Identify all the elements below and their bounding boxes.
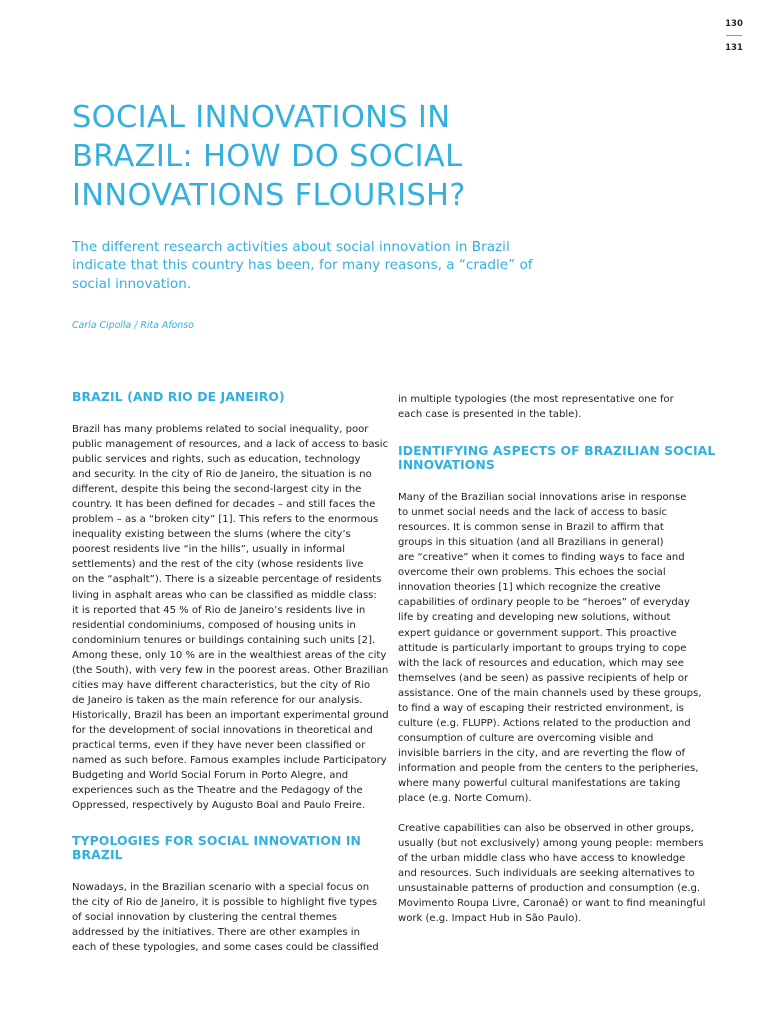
text-line: social innovation. [72, 275, 192, 292]
text-line: themselves (and be seen) as passive recipients of help or [398, 672, 689, 684]
text-line: Nowadays, in the Brazilian scenario with a special focus on [72, 882, 370, 894]
text-line: each of these typologies, and some cases could be classified [72, 942, 379, 954]
text-line: Budgeting and World Social Forum in Porto Alegre, and [72, 770, 349, 782]
page-number-right: 131 [725, 43, 743, 53]
lead-paragraph [72, 238, 592, 293]
text-line: residential condominiums, composed of housing units in [72, 619, 356, 631]
text-line: experiences such as the Theatre and the Pedagogy of the [72, 785, 363, 797]
text-line: indicate that this country has been, for many reasons, a “cradle” of [72, 257, 533, 274]
text-line: invisible barriers in the city, and are reverting the flow of [398, 747, 686, 759]
text-line: Movimento Roupa Livre, Caronaê) or want to find meaningful [398, 898, 706, 910]
text-line: with the lack of resources and education, which may see [398, 657, 684, 669]
text-line: cities may have different characteristics, but the city of Rio [72, 679, 371, 691]
text-line: resources. It is common sense in Brazil to affirm that [398, 522, 664, 534]
text-line: groups in this situation (and all Brazilians in general) [398, 537, 664, 549]
text-line: in multiple typologies (the most representative one for [398, 394, 674, 405]
text-line: attitude is particularly important to groups trying to cope [398, 642, 687, 654]
right-column [398, 392, 716, 926]
text-line: (the South), with very few in the poorest areas. Other Brazilian [72, 664, 389, 676]
text-line: inequality existing between the slums (where the city’s [72, 529, 351, 541]
text-line: on the “asphalt”). There is a sizeable percentage of residents [72, 574, 382, 586]
text-line: problem – as a “broken city” [1]. This refers to the enormous [72, 514, 379, 526]
text-line: INNOVATIONS [398, 457, 495, 473]
text-line: Among these, only 10 % are in the wealthiest areas of the city [72, 649, 387, 661]
text-line: public services and rights, such as education, technology [72, 454, 361, 466]
text-line: place (e.g. Norte Comum). [398, 793, 532, 805]
text-line: consumption of culture are overcoming visible and [398, 732, 654, 744]
paragraph-identifying-aspects [398, 490, 704, 806]
text-line: settlements) and the rest of the city (whose residents live [72, 559, 364, 571]
text-line: capabilities of ordinary people to be “heroes” of everyday [398, 597, 690, 609]
paragraph-creative-capabilities [398, 821, 704, 926]
paragraph-brazil [72, 422, 389, 813]
text-line: TYPOLOGIES FOR SOCIAL INNOVATION IN [72, 833, 362, 849]
heading-brazil: BRAZIL (AND RIO DE JANEIRO) [72, 389, 285, 404]
text-line: practical terms, even if they have never been classified or [72, 739, 366, 751]
text-line: unsustainable patterns of production and consumption (e.g. [398, 883, 701, 895]
text-line: Creative capabilities can also be observed in other groups, [398, 823, 694, 835]
page-title [72, 98, 672, 215]
paragraph-typologies [72, 880, 378, 955]
text-line: living in asphalt areas who can be classified as middle class: [72, 589, 377, 601]
text-line: the city of Rio de Janeiro, it is possible to highlight five types [72, 897, 378, 909]
text-line: named as such before. Famous examples include Participatory [72, 755, 387, 767]
text-line: to find a way of escaping their restricted environment, is [398, 702, 684, 714]
text-line: of the urban middle class who have access to knowledge [398, 853, 686, 865]
text-line: BRAZIL: HOW DO SOCIAL [72, 139, 463, 174]
text-line: information and people from the centers to the peripheries, [398, 762, 699, 774]
text-line: work (e.g. Impact Hub in São Paulo). [398, 913, 582, 925]
text-line: Brazil has many problems related to social inequality, poor [72, 424, 369, 435]
paragraph-continuation [398, 392, 704, 422]
text-line: each case is presented in the table). [398, 409, 582, 421]
page-numbers [724, 18, 744, 54]
text-line: expert guidance or government support. This proactive [398, 627, 677, 639]
text-line: poorest residents live “in the hills”, usually in informal [72, 544, 345, 556]
text-line: country. It has been defined for decades – and still faces the [72, 499, 376, 511]
text-line: public management of resources, and a lack of access to basic [72, 439, 389, 451]
text-line: Historically, Brazil has been an important experimental ground [72, 709, 389, 721]
text-line: it is reported that 45 % of Rio de Janeiro’s residents live in [72, 604, 366, 616]
text-line: SOCIAL INNOVATIONS IN [72, 100, 451, 135]
text-line: condominium tenures or buildings containing such units [2]. [72, 634, 376, 646]
text-line: innovation theories [1] which recognize the creative [398, 582, 661, 594]
left-column [72, 389, 389, 955]
text-line: INNOVATIONS FLOURISH? [72, 178, 466, 213]
text-line: usually (but not exclusively) among young people: members [398, 838, 704, 850]
authors-byline: Carla Cipolla / Rita Afonso [72, 320, 194, 331]
heading-typologies [72, 834, 378, 862]
text-line: Many of the Brazilian social innovations arise in response [398, 492, 687, 504]
heading-identifying-aspects [398, 443, 716, 473]
text-line: culture (e.g. FLUPP). Actions related to the production and [398, 717, 691, 729]
text-line: addressed by the initiatives. There are other examples in [72, 927, 360, 939]
page-number-left: 130 [725, 19, 743, 29]
text-line: BRAZIL [72, 847, 123, 863]
text-line: to unmet social needs and the lack of access to basic [398, 507, 668, 519]
text-line: IDENTIFYING ASPECTS OF BRAZILIAN SOCIAL [398, 443, 716, 459]
text-line: Oppressed, respectively by Augusto Boal and Paulo Freire. [72, 800, 366, 812]
page-number-divider [726, 35, 742, 36]
text-line: overcome their own problems. This echoes the social [398, 567, 666, 579]
text-line: are “creative” when it comes to finding ways to face and [398, 552, 685, 564]
text-line: The different research activities about social innovation in Brazil [72, 239, 510, 255]
text-line: of social innovation by clustering the central themes [72, 912, 338, 924]
text-line: different, despite this being the second-largest city in the [72, 484, 362, 496]
text-line: and resources. Such individuals are seeking alternatives to [398, 868, 695, 880]
text-line: assistance. One of the main channels used by these groups, [398, 687, 702, 699]
text-line: life by creating and developing new solutions, without [398, 612, 671, 624]
text-line: where many powerful cultural manifestations are taking [398, 777, 681, 789]
text-line: and security. In the city of Rio de Janeiro, the situation is no [72, 469, 372, 481]
text-line: for the development of social innovations in theoretical and [72, 724, 373, 736]
text-line: de Janeiro is taken as the main reference for our analysis. [72, 694, 363, 706]
